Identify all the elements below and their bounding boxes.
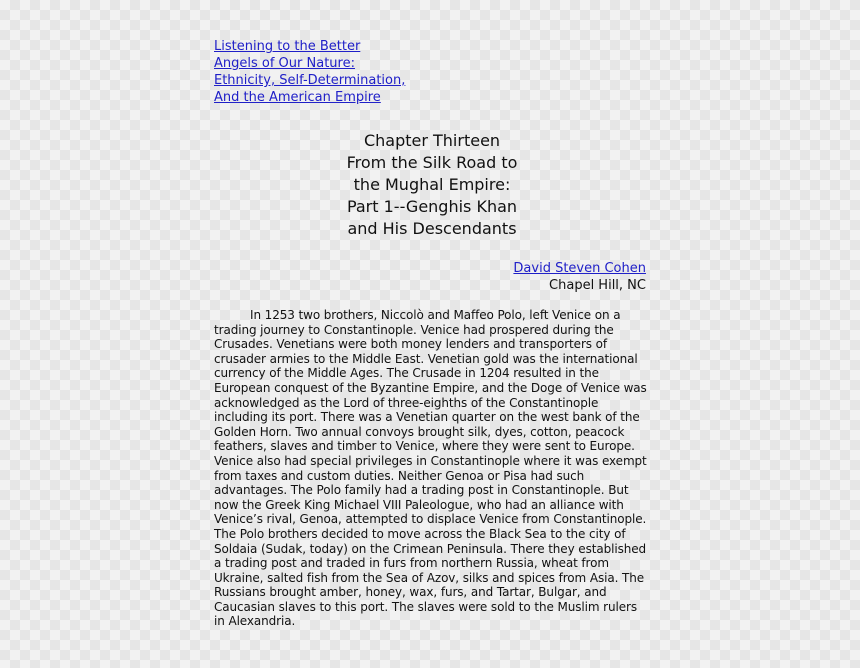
book-title-link-line-3[interactable]: Ethnicity, Self-Determination,: [214, 73, 406, 88]
body-paragraph: In 1253 two brothers, Niccolò and Maffeo Polo, left Venice on a trading journey to Constantinople. Venice had prospered during the Crusades. Venetians were both money lenders and transporters of crusader armies to the Middle East. Venetian gold was the international currency of the Middle Ages. The Crusade in 1204 resulted in the European conquest of the Byzantine Empire, and the Doge of Venice was acknowledged as the Lord of three-eighths of the Constantinople including its port. There was a Venetian quarter on the west bank of the Golden Horn. Two annual convoys brought silk, dyes, cotton, peacock feathers, slaves and timber to Venice, where they were sent to Europe. Venice also had special privileges in Constantinople where it was exempt from taxes and custom duties. Neither Genoa or Pisa had such advantages. The Polo family had a trading post in Constantinople. But now the Greek King Michael VIII Paleologue, who had an alliance with Venice’s rival, Genoa, attempted to displace Venice from Constantinople. The Polo brothers decided to move across the Black Sea to the city of Soldaia (Sudak, today) on the Crimean Peninsula. There they established a trading post and traded in furs from northern Russia, wheat from Ukraine, salted fish from the Sea of Azov, silks and spices from Asia. The Russians brought amber, honey, wax, furs, and Tartar, Bulgar, and Caucasian slaves to this port. The slaves were sold to the Muslim rulers in Alexandria.: [214, 308, 647, 629]
book-title-links: [214, 38, 650, 106]
document-page: [214, 38, 650, 629]
chapter-heading-line-3: the Mughal Empire:: [353, 175, 511, 194]
book-title-link-line-1[interactable]: Listening to the Better: [214, 39, 361, 54]
chapter-heading-line-1: Chapter Thirteen: [363, 131, 501, 150]
author-name-link[interactable]: David Steven Cohen: [513, 261, 646, 276]
chapter-heading: [214, 130, 650, 240]
chapter-heading-line-2: From the Silk Road to: [346, 153, 518, 172]
author-location: Chapel Hill, NC: [549, 278, 646, 293]
book-title-link-line-2[interactable]: Angels of Our Nature:: [214, 56, 355, 71]
author-block: [214, 260, 650, 294]
book-title-link-line-4[interactable]: And the American Empire: [214, 90, 381, 105]
chapter-heading-line-5: and His Descendants: [347, 219, 517, 238]
body-text: [214, 308, 650, 629]
chapter-heading-line-4: Part 1--Genghis Khan: [346, 197, 518, 216]
